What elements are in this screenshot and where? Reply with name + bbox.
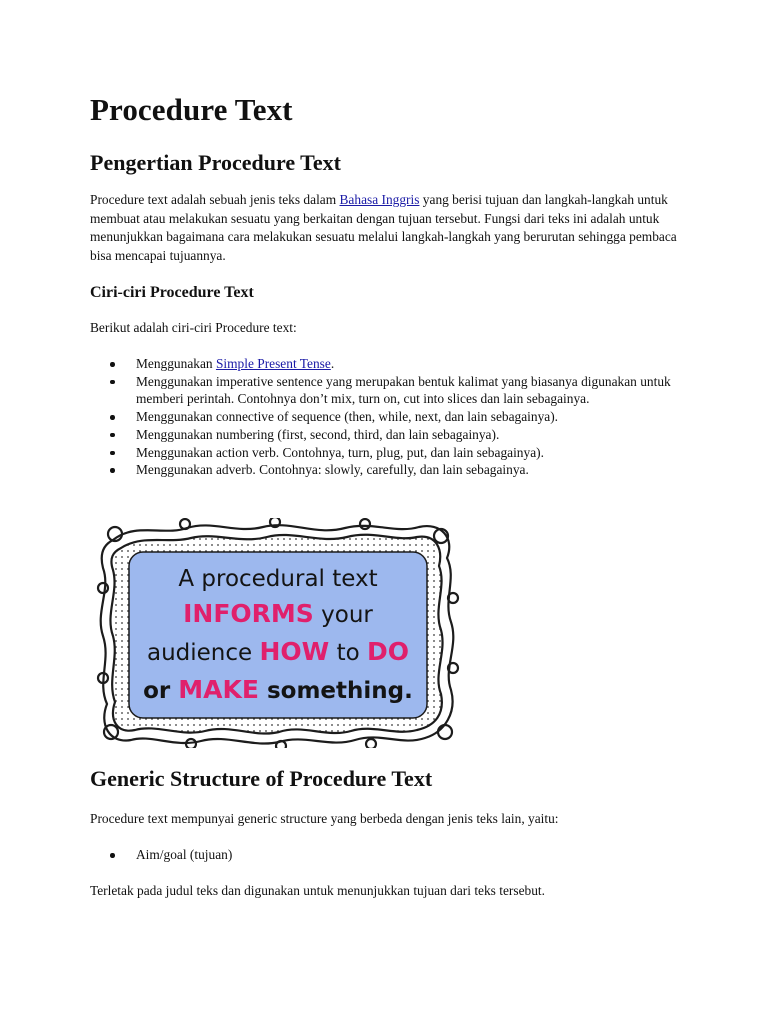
procedural-text-banner-image [95, 518, 461, 748]
list-item: Menggunakan action verb. Contohnya, turn, plug, put, dan lain sebagainya). [136, 444, 680, 462]
banner-word-your: your [313, 602, 373, 628]
page-title: Procedure Text [90, 92, 293, 127]
link-simple-present-tense[interactable]: Simple Present Tense [215, 356, 331, 371]
link-bahasa-inggris[interactable]: Bahasa Inggris [339, 192, 420, 207]
list-item: Menggunakan connective of sequence (then, while, next, dan lain sebagainya). [136, 408, 680, 426]
banner-word-make: MAKE [178, 675, 259, 704]
paragraph-text: yang berisi tujuan dan langkah-langkah untuk membuat atau melakukan sesuatu yang berkaitan dengan tujuan tersebut. Fungsi dari teks ini adalah untuk menunjukkan bagaimana cara melakukan sesuatu melalui langkah-langkah yang berurutan sehingga pembaca bisa mencapai tujuannya. [90, 192, 677, 263]
section-heading-generic-structure: Generic Structure of Procedure Text [90, 766, 433, 791]
paragraph-aim-description: Terletak pada judul teks dan digunakan untuk menunjukkan tujuan dari teks tersebut. [90, 883, 545, 898]
list-item-text: Menggunakan [136, 356, 216, 371]
paragraph-ciri-intro: Berikut adalah ciri-ciri Procedure text: [90, 320, 297, 335]
list-generic-structure [90, 846, 680, 864]
list-item-text: . [330, 356, 335, 371]
banner-word-something: something. [258, 678, 413, 704]
banner-word-how: HOW [259, 637, 330, 666]
list-item: Aim/goal (tujuan) [136, 846, 680, 864]
list-item: Menggunakan imperative sentence yang merupakan bentuk kalimat yang biasanya digunakan untuk memberi perintah. Contohnya don’t mix, turn on, cut into slices dan lain sebagainya. [136, 373, 680, 408]
banner-word-do: DO [366, 637, 409, 666]
banner-word-to: to [329, 640, 367, 666]
list-ciri-ciri [90, 355, 680, 479]
banner-word-or: or [143, 678, 179, 704]
banner-line-3 [147, 637, 409, 666]
section-heading-ciri-ciri: Ciri-ciri Procedure Text [90, 284, 254, 301]
paragraph-generic-intro: Procedure text mempunyai generic structure yang berbeda dengan jenis teks lain, yaitu: [90, 811, 559, 826]
banner-word-informs: INFORMS [183, 599, 314, 628]
paragraph-text: Procedure text adalah sebuah jenis teks dalam [90, 192, 340, 207]
banner-word-audience: audience [147, 640, 260, 666]
list-item: Menggunakan numbering (first, second, third, dan lain sebagainya). [136, 426, 680, 444]
banner-line-4 [143, 675, 413, 704]
paragraph-pengertian [90, 191, 680, 265]
section-heading-pengertian: Pengertian Procedure Text [90, 150, 341, 175]
list-item: Menggunakan adverb. Contohnya: slowly, carefully, dan lain sebagainya. [136, 461, 680, 479]
list-item [136, 355, 680, 373]
banner-line-1: A procedural text [178, 566, 378, 592]
banner-line-2 [183, 599, 373, 628]
